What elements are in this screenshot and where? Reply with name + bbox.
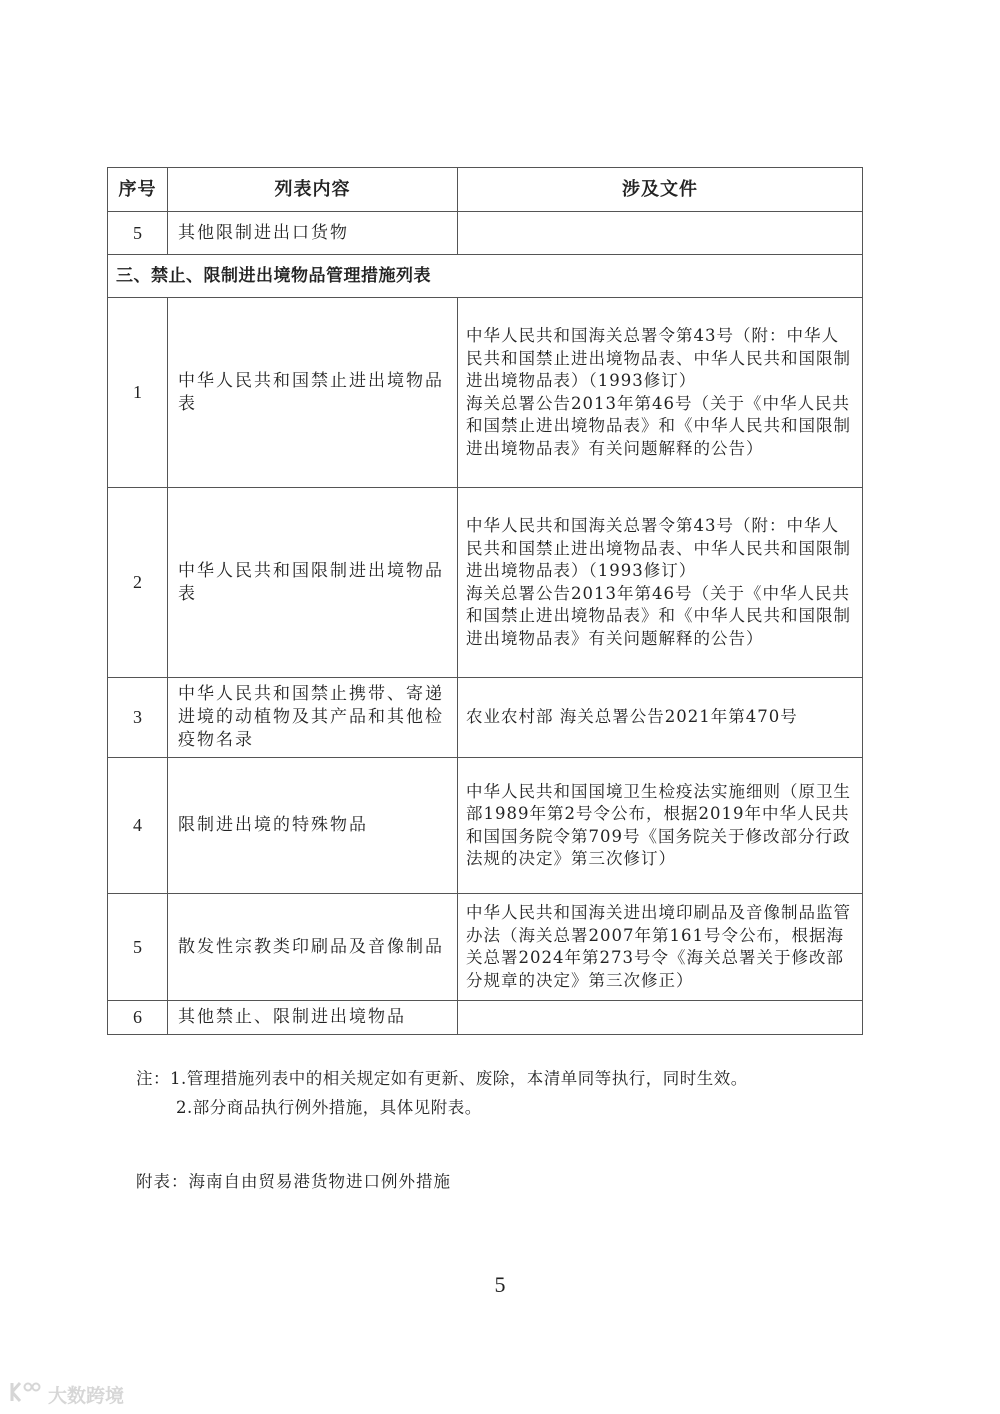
- document-entry: 海关总署公告2013年第46号（关于《中华人民共和国禁止进出境物品表》和《中华人民共和国限制进出境物品表》有关问题解释的公告）: [466, 583, 851, 648]
- document-entry: 中华人民共和国海关进出境印刷品及音像制品监管办法（海关总署2007年第161号令公布，根据海关总署2024年第273号令《海关总署关于修改部分规章的决定》第三次修正）: [466, 903, 851, 990]
- row-number: 4: [108, 758, 168, 894]
- table-row: [108, 488, 863, 678]
- notes: [136, 1064, 748, 1122]
- page-number: 5: [494, 1272, 506, 1297]
- note-2: 2.部分商品执行例外措施，具体见附表。: [176, 1098, 482, 1117]
- row-documents: [458, 488, 863, 678]
- row-documents: [458, 212, 863, 255]
- watermark-logo-icon: [8, 1380, 42, 1409]
- row-content: 中华人民共和国禁止进出境物品表: [168, 298, 458, 488]
- document-entry: 中华人民共和国海关总署令第43号（附：中华人民共和国禁止进出境物品表、中华人民共和国限制进出境物品表）（1993修订）: [466, 516, 851, 580]
- row-documents: [458, 894, 863, 1001]
- row-content: 其他禁止、限制进出境物品: [168, 1001, 458, 1035]
- row-number: 5: [108, 894, 168, 1001]
- header-content: 列表内容: [168, 168, 458, 212]
- row-number: 6: [108, 1001, 168, 1035]
- watermark-text: 大数跨境: [48, 1385, 125, 1407]
- row-number: 5: [108, 212, 168, 255]
- row-number: 1: [108, 298, 168, 488]
- header-serial: 序号: [108, 168, 168, 212]
- section-row: [108, 255, 863, 298]
- row-content: 限制进出境的特殊物品: [168, 758, 458, 894]
- document-entry: 中华人民共和国海关总署令第43号（附：中华人民共和国禁止进出境物品表、中华人民共和国限制进出境物品表）（1993修订）: [466, 326, 851, 390]
- table-row: [108, 758, 863, 894]
- row-documents: [458, 758, 863, 894]
- table-row: [108, 894, 863, 1001]
- row-content: 其他限制进出口货物: [168, 212, 458, 255]
- row-number: 2: [108, 488, 168, 678]
- header-documents: 涉及文件: [458, 168, 863, 212]
- table-row: [108, 212, 863, 255]
- section-title: 三、禁止、限制进出境物品管理措施列表: [108, 255, 863, 298]
- row-content: 散发性宗教类印刷品及音像制品: [168, 894, 458, 1001]
- document-entry: 中华人民共和国国境卫生检疫法实施细则（原卫生部1989年第2号令公布，根据2019年中华人民共和国国务院令第709号《国务院关于修改部分行政法规的决定》第三次修订）: [466, 781, 851, 868]
- row-number: 3: [108, 678, 168, 758]
- table-header-row: [108, 168, 863, 212]
- row-content: 中华人民共和国限制进出境物品表: [168, 488, 458, 678]
- watermark: [8, 1380, 124, 1409]
- document-entry: 海关总署公告2013年第46号（关于《中华人民共和国禁止进出境物品表》和《中华人民共和国限制进出境物品表》有关问题解释的公告）: [466, 393, 851, 458]
- document-entry: 农业农村部 海关总署公告2021年第470号: [466, 707, 798, 727]
- row-documents: [458, 678, 863, 758]
- note-1: 注：1.管理措施列表中的相关规定如有更新、废除，本清单同等执行，同时生效。: [136, 1069, 748, 1088]
- row-documents: [458, 1001, 863, 1035]
- table-row: [108, 298, 863, 488]
- measures-table: [107, 167, 863, 1035]
- table-row: [108, 678, 863, 758]
- row-content: 中华人民共和国禁止携带、寄递进境的动植物及其产品和其他检疫物名录: [168, 678, 458, 758]
- table-row: [108, 1001, 863, 1035]
- row-documents: [458, 298, 863, 488]
- appendix-reference: 附表：海南自由贸易港货物进口例外措施: [136, 1172, 451, 1191]
